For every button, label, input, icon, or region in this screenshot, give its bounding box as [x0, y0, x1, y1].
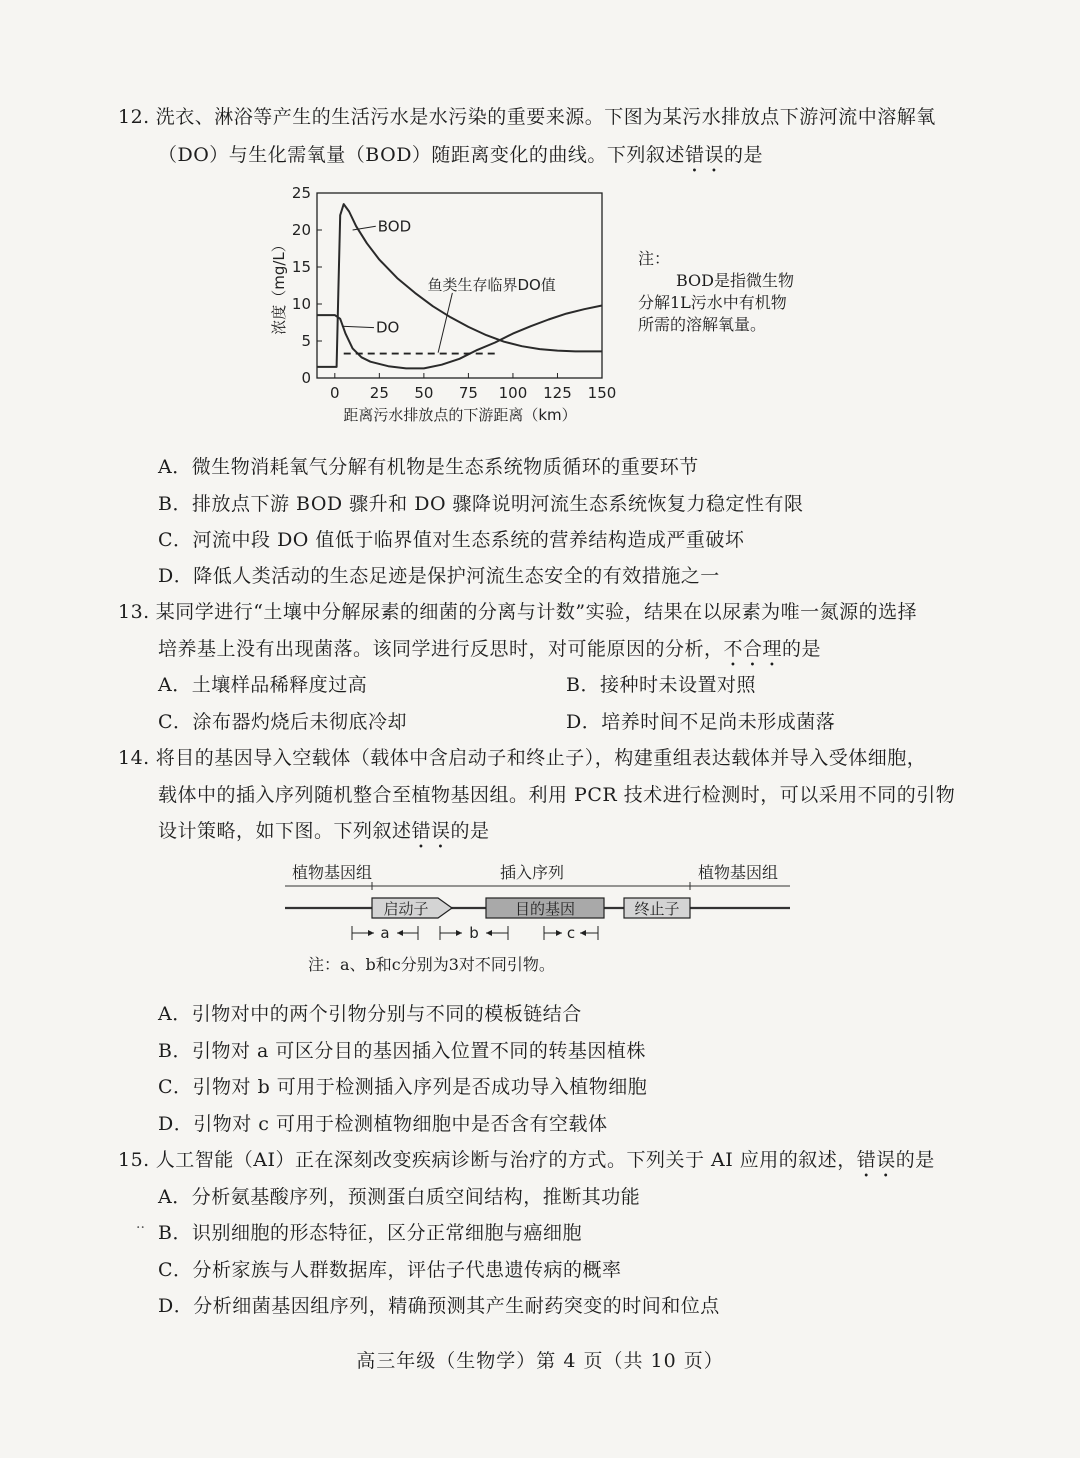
q15-line1 [118, 1145, 935, 1182]
primer-a-reverse-arrow [397, 930, 403, 936]
q13-option-b: B．接种时未设置对照 [566, 674, 756, 696]
x-tick-label: 150 [587, 384, 617, 402]
page-footer: 高三年级（生物学）第 4 页（共 10 页） [356, 1350, 724, 1372]
q14-line3 [158, 816, 490, 853]
chart-note-line2: 分解1L污水中有机物 [638, 293, 787, 312]
q14-line1 [118, 743, 926, 770]
label-plant-genome-right: 植物基因组 [697, 863, 779, 882]
q15-stem-1: 人工智能（AI）正在深刻改变疾病诊断与治疗的方式。下列关于 AI 应用的叙述， [155, 1149, 857, 1171]
q14-stem-3: 设计策略，如下图。下列叙述 [158, 820, 412, 842]
threshold-leader [438, 293, 452, 353]
q12-number: 12. [118, 106, 150, 128]
q13-line1 [118, 597, 917, 624]
primer-a-label: a [380, 924, 390, 942]
series-do-line [317, 306, 602, 369]
q15-emphasis: 错误 [856, 1149, 896, 1171]
x-tick-label: 25 [369, 384, 389, 402]
q12-stem-2: （DO）与生化需氧量（BOD）随距离变化的曲线。下列叙述 [158, 144, 685, 166]
series-bod-label: BOD [377, 217, 412, 236]
q13-stem-2: 培养基上没有出现菌落。该同学进行反思时，对可能原因的分析， [158, 638, 724, 660]
y-tick-label: 0 [301, 369, 311, 387]
q14-option-a: A．引物对中的两个引物分别与不同的模板链结合 [158, 1003, 582, 1025]
q15-option-c: C．分析家族与人群数据库，评估子代患遗传病的概率 [158, 1259, 622, 1281]
x-tick-label: 100 [498, 384, 528, 402]
q13-emphasis: 不合理 [723, 638, 783, 660]
q15-number: 15. [118, 1149, 150, 1171]
diagram-note: 注：a、b和c分别为3对不同引物。 [308, 955, 555, 974]
x-tick-label: 125 [543, 384, 572, 402]
q13-line2 [158, 634, 821, 671]
promoter-label: 启动子 [383, 900, 429, 918]
q12-stem-2-end: 的是 [723, 144, 763, 166]
q14-option-b: B．引物对 a 可区分目的基因插入位置不同的转基因植株 [158, 1040, 646, 1062]
q14-number: 14. [118, 747, 150, 769]
primer-b-reverse-arrow [486, 930, 492, 936]
q12-stem-1: 洗衣、淋浴等产生的生活污水是水污染的重要来源。下图为某污水排放点下游河流中溶解氧 [155, 106, 936, 128]
q15-option-d: D．分析细菌基因组序列，精确预测其产生耐药突变的时间和位点 [158, 1295, 720, 1317]
x-tick-label: 75 [458, 384, 478, 402]
y-tick-label: 20 [291, 221, 311, 239]
vector-diagram [280, 856, 800, 946]
primer-b-label: b [469, 924, 479, 942]
stray-mark: ·· [136, 1220, 145, 1236]
q13-option-a: A．土壤样品稀释度过高 [158, 674, 368, 696]
q12-option-b: B．排放点下游 BOD 骤升和 DO 骤降说明河流生态系统恢复力稳定性有限 [158, 493, 804, 515]
primer-c-forward-arrow [556, 930, 562, 936]
x-tick-label: 0 [330, 384, 340, 402]
q15-option-b: B．识别细胞的形态特征，区分正常细胞与癌细胞 [158, 1222, 582, 1244]
q13-option-d: D．培养时间不足尚未形成菌落 [566, 711, 836, 733]
chart-note-line1: BOD是指微生物 [676, 271, 795, 290]
q12-option-d: D．降低人类活动的生态足迹是保护河流生态安全的有效措施之一 [158, 565, 720, 587]
primer-c-reverse-arrow [580, 930, 586, 936]
label-insert-sequence: 插入序列 [499, 863, 565, 882]
q14-line2: 载体中的插入序列随机整合至植物基因组。利用 PCR 技术进行检测时，可以采用不同的引物 [158, 784, 956, 806]
primer-c-label: c [566, 924, 576, 942]
series-do-label: DO [376, 318, 400, 337]
chart-note-line3: 所需的溶解氧量。 [638, 315, 767, 334]
q14-stem-3-end: 的是 [450, 820, 490, 842]
q14-stem-1: 将目的基因导入空载体（载体中含启动子和终止子），构建重组表达载体并导入受体细胞， [155, 747, 927, 769]
y-tick-label: 15 [291, 258, 311, 276]
x-axis-label: 距离污水排放点的下游距离（km） [343, 406, 577, 424]
do-leader [342, 326, 374, 327]
chart-note [638, 248, 794, 336]
primer-a-forward-arrow [368, 930, 374, 936]
q14-emphasis: 错误 [411, 820, 451, 842]
y-axis-label: 浓度（mg/L） [270, 237, 288, 335]
q15-stem-1-end: 的是 [895, 1149, 935, 1171]
y-tick-label: 10 [291, 295, 311, 313]
y-tick-label: 5 [301, 332, 311, 350]
q13-stem-2-end: 的是 [782, 638, 822, 660]
q12-line2 [158, 140, 763, 177]
threshold-label: 鱼类生存临界DO值 [427, 275, 556, 294]
terminator-label: 终止子 [634, 900, 680, 918]
q12-option-a: A．微生物消耗氧气分解有机物是生态系统物质循环的重要环节 [158, 456, 699, 478]
label-plant-genome-left: 植物基因组 [291, 863, 373, 882]
x-tick-label: 50 [414, 384, 434, 402]
q14-option-c: C．引物对 b 可用于检测插入序列是否成功导入植物细胞 [158, 1076, 648, 1098]
q13-stem-1: 某同学进行“土壤中分解尿素的细菌的分离与计数”实验，结果在以尿素为唯一氮源的选择 [155, 601, 918, 623]
do-bod-chart [262, 178, 632, 428]
q14-option-d: D．引物对 c 可用于检测植物细胞中是否含有空载体 [158, 1113, 608, 1135]
primer-b-forward-arrow [456, 930, 462, 936]
q12-option-c: C．河流中段 DO 值低于临界值对生态系统的营养结构造成严重破坏 [158, 529, 745, 551]
q15-option-a: A．分析氨基酸序列，预测蛋白质空间结构，推断其功能 [158, 1186, 641, 1208]
q13-number: 13. [118, 601, 150, 623]
y-tick-label: 25 [291, 184, 311, 202]
q13-option-c: C．涂布器灼烧后未彻底冷却 [158, 711, 408, 733]
q12-line1 [118, 102, 936, 129]
chart-note-title: 注： [638, 249, 671, 268]
q12-emphasis: 错误 [684, 144, 724, 166]
target-gene-label: 目的基因 [514, 900, 576, 918]
